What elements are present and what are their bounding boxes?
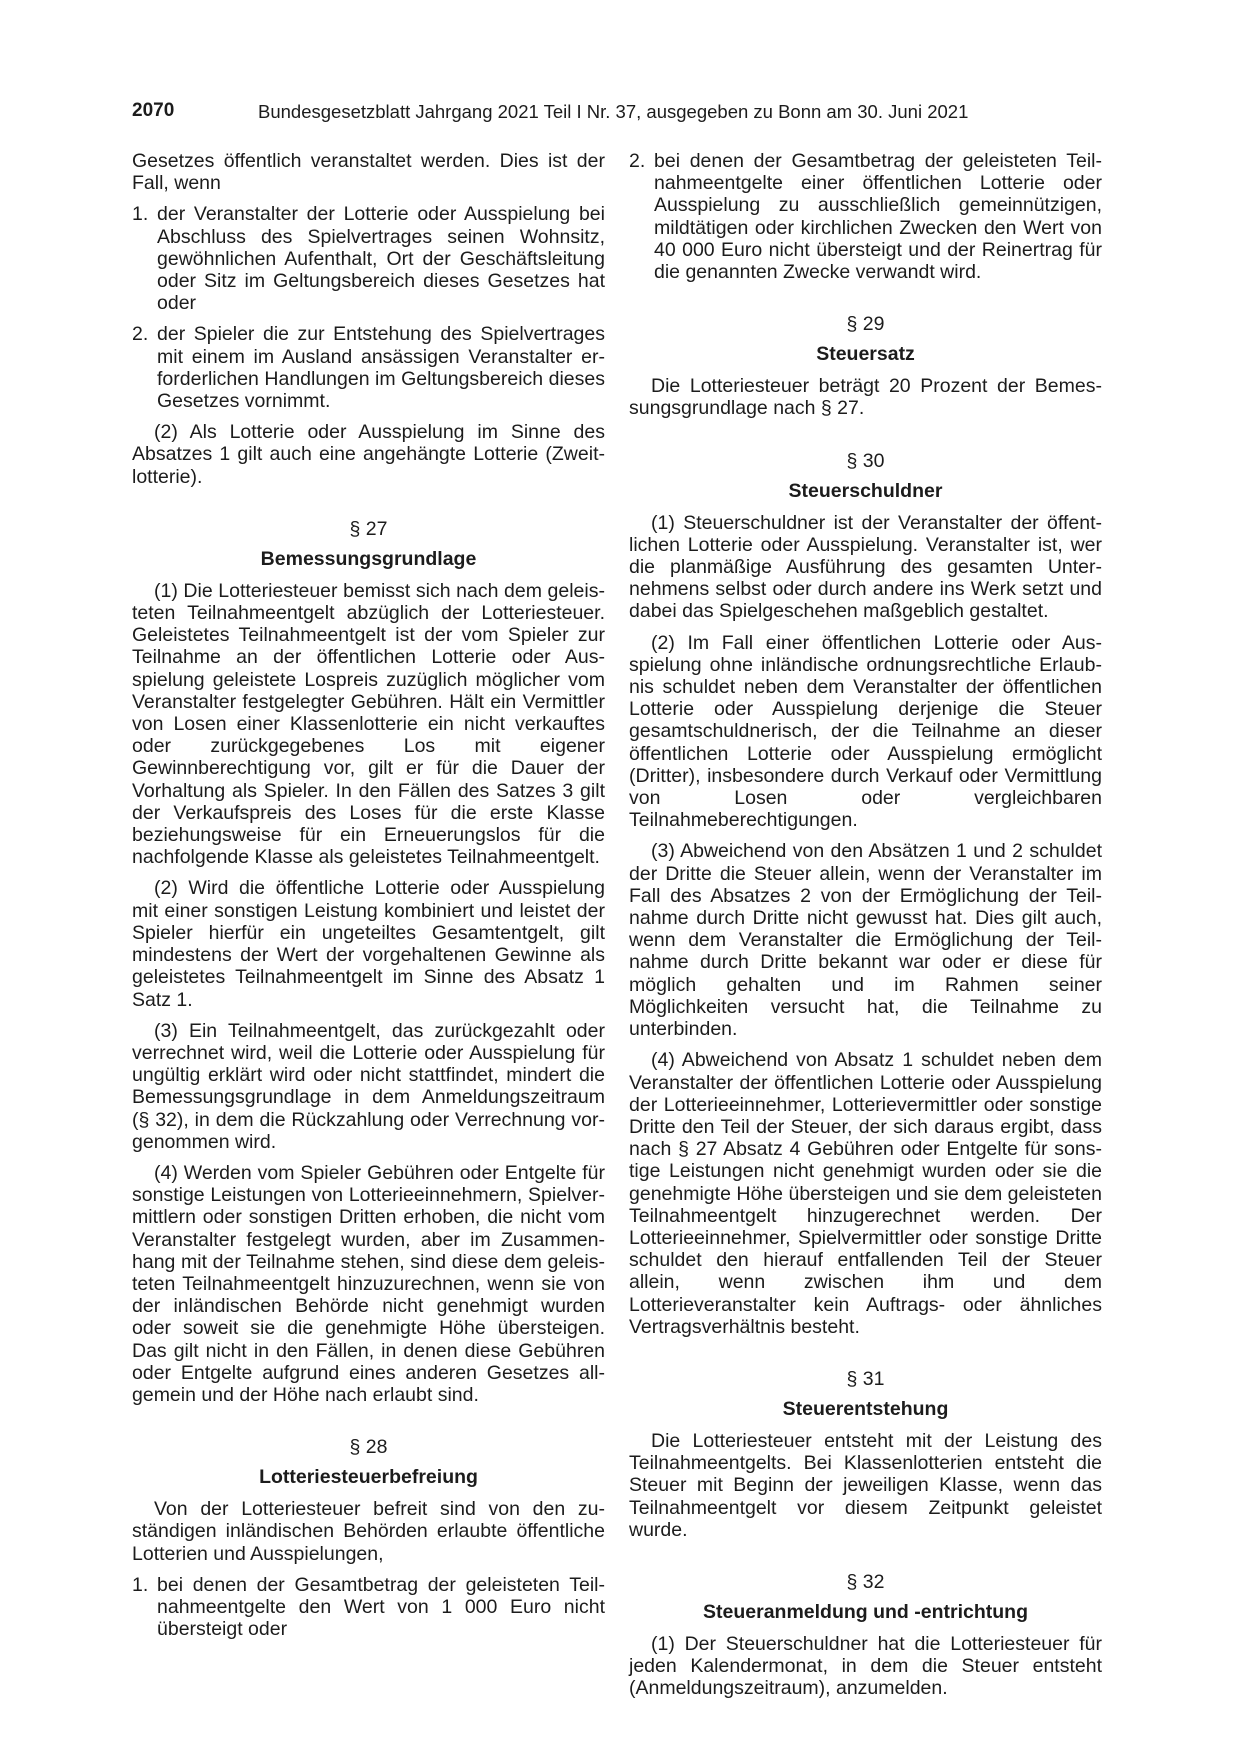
section-title-31: Steuerentstehung [782, 1397, 949, 1420]
list-item [132, 323, 605, 412]
section-title-29: Steuersatz [816, 343, 915, 366]
paragraph: (2) Als Lotterie oder Ausspielung im Sinne des Absatzes 1 gilt auch eine angehängte Lotterie (Zweitlotterie). [132, 421, 605, 488]
paragraph: (1) Steuerschuldner ist der Veranstalter der öffentlichen Lotterie oder Ausspielung. Veranstalter ist, wer die planmäßige Ausführung des gesamten Unternehmens selbst oder durch andere ins Werk setzt und dabei das Spielgeschehen maßgeblich gestaltet. [629, 511, 1102, 623]
list-item-text: bei denen der Gesamtbetrag der geleisteten Teilnahmeentgelte einer öffentlichen Lotterie oder Ausspielung zu ausschließlich gemeinnützigen, mildtätigen oder kirchlichen Zwecken den Wert von 40 000 Euro nicht übersteigt und der Reinertrag für die genannten Zwecke verwandt wird. [654, 150, 1102, 284]
paragraph: Die Lotteriesteuer entsteht mit der Leistung des Teilnahmeentgelts. Bei Klassenlotterien entsteht die Steuer mit Beginn der jeweiligen Klasse, wenn das Teilnahmeentgelt vor diesem Zeitpunkt geleistet wurde. [629, 1429, 1102, 1541]
paragraph: Von der Lotteriesteuer befreit sind von den zuständigen inländischen Behörden erlaubte öffentliche Lotterien und Ausspielungen, [132, 1498, 605, 1565]
gazette-header: Bundesgesetzblatt Jahrgang 2021 Teil I Nr. 37, ausgegeben zu Bonn am 30. Juni 2021 [258, 101, 969, 122]
section-number-29: § 29 [846, 313, 885, 336]
continuation-paragraph: Gesetzes öffentlich veranstaltet werden. Dies ist der Fall, wenn [132, 150, 605, 195]
section-number-27: § 27 [349, 517, 388, 540]
section-title-32: Steueranmeldung und -entrichtung [703, 1600, 1028, 1623]
section-title-30: Steuerschuldner [788, 479, 943, 502]
paragraph: (4) Abweichend von Absatz 1 schuldet neben dem Veranstalter der öffentlichen Lotterie oder Ausspielung der Lotterieeinnehmer, Lotterievermittler oder sonstige Dritte den Teil der Steuer, der sich daraus ergibt, dass nach § 27 Absatz 4 Gebühren oder Entgelte für sonstige Leistungen nicht genehmigt wurden oder sie die genehmigte Höhe übersteigen und sie dem geleisteten Teilnahmeentgelt hinzugerechnet werden. Der Lotterieeinnehmer, Spielvermittler oder sonstige Dritte schuldet den hierauf entfallenden Teil der Steuer allein, wenn zwischen ihm und dem Lotterieveranstalter kein Auftrags- oder ähnliches Vertragsverhältnis besteht. [629, 1049, 1102, 1338]
list-item-number: 1. [132, 1573, 149, 1596]
section-number-31: § 31 [846, 1367, 885, 1390]
list-item-number: 2. [629, 150, 646, 172]
list-item-text: bei denen der Gesamtbetrag der geleisteten Teilnahmeentgelte den Wert von 1 000 Euro nicht übersteigt oder [157, 1573, 605, 1641]
section-number-28: § 28 [349, 1436, 388, 1459]
section-number-30: § 30 [846, 449, 885, 472]
list-item [132, 1574, 605, 1641]
page-number: 2070 [132, 100, 175, 121]
list-item-number: 2. [132, 323, 149, 346]
list-item-number: 1. [132, 203, 149, 226]
list-item [629, 150, 1102, 283]
section-title-28: Lotteriesteuerbefreiung [259, 1466, 478, 1489]
paragraph: (2) Wird die öffentliche Lotterie oder Ausspielung mit einer sonstigen Leistung kombiniert und leistet der Spieler hierfür ein ungeteiltes Gesamtentgelt, gilt mindestens der Wert der vorgehaltenen Gewinne als geleistetes Teilnahmeentgelt im Sinne des Absatz 1 Satz 1. [132, 877, 605, 1011]
paragraph: Die Lotteriesteuer beträgt 20 Prozent der Bemessungsgrundlage nach § 27. [629, 375, 1102, 420]
paragraph: (1) Der Steuerschuldner hat die Lotteriesteuer für jeden Kalendermonat, in dem die Steuer entsteht (Anmeldungszeitraum), anzumelden. [629, 1632, 1102, 1700]
paragraph: (3) Abweichend von den Absätzen 1 und 2 schuldet der Dritte die Steuer allein, wenn der Veranstalter im Fall des Absatzes 2 von der Ermöglichung der Teilnahme durch Dritte nicht gewusst hat. Dies gilt auch, wenn dem Veranstalter die Ermöglichung der Teilnahme durch Dritte bekannt war oder er diese für möglich gehalten und im Rahmen seiner Möglichkeiten versucht hat, die Teilnahme zu unterbinden. [629, 840, 1102, 1041]
list-item [132, 203, 605, 314]
left-column [132, 150, 605, 1649]
paragraph: (4) Werden vom Spieler Gebühren oder Entgelte für sonstige Leistungen von Lotterieeinnehmern, Spielvermittlern oder sonstigen Dritten erhoben, die nicht vom Veranstalter festgelegt wurden, aber im Zusammenhang mit der Teilnahme stehen, sind diese dem geleisteten Teilnahmeentgelt hinzuzurechnen, wenn sie von der inländischen Behörde nicht genehmigt wurden oder soweit sie die genehmigte Höhe übersteigen. Das gilt nicht in den Fällen, in denen diese Gebühren oder Entgelte aufgrund eines anderen Gesetzes allgemein und der Höhe nach erlaubt sind. [132, 1161, 605, 1406]
paragraph: (2) Im Fall einer öffentlichen Lotterie oder Ausspielung ohne inländische ordnungsrechtliche Erlaubnis schuldet neben dem Veranstalter der öffentlichen Lotterie oder Ausspielung derjenige die Steuer gesamtschuldnerisch, der die Teilnahme an dieser öffentlichen Lotterie oder Ausspielung ermöglicht (Dritter), insbesondere durch Verkauf oder Vermittlung von Losen oder vergleichbaren Teilnahmeberechtigungen. [629, 631, 1102, 832]
paragraph: (1) Die Lotteriesteuer bemisst sich nach dem geleisteten Teilnahmeentgelt abzüglich der Lotteriesteuer. Geleistetes Teilnahmeentgelt ist der vom Spieler zur Teilnahme an der öffentlichen Lotterie oder Ausspielung geleistete Lospreis zuzüglich möglicher vom Veranstalter festgelegter Gebühren. Hält ein Vermittler von Losen einer Klassenlotterie ein nicht verkauftes oder zurückgegebenes Los mit eigener Gewinnberechtigung vor, gilt er für die Dauer der Vorhaltung als Spieler. In den Fällen des Satzes 3 gilt der Verkaufspreis des Loses für die erste Klasse beziehungsweise für ein Erneuerungslos für die nachfolgende Klasse als geleistetes Teilnahmeentgelt. [132, 579, 605, 869]
section-number-32: § 32 [846, 1570, 885, 1593]
section-title-27: Bemessungsgrundlage [260, 547, 477, 570]
list-item-text: der Spieler die zur Entstehung des Spielvertrages mit einem im Ausland ansässigen Veranstalter erforderlichen Handlungen im Geltungsbereich dieses Gesetzes vornimmt. [157, 323, 605, 413]
paragraph: (3) Ein Teilnahmeentgelt, das zurückgezahlt oder verrechnet wird, weil die Lotterie oder Ausspielung für ungültig erklärt wird oder nicht stattfindet, mindert die Bemessungsgrundlage in dem Anmeldungszeitraum (§ 32), in dem die Rückzahlung oder Verrechnung vorgenommen wird. [132, 1019, 605, 1153]
right-column [629, 150, 1102, 1709]
list-item-text: der Veranstalter der Lotterie oder Ausspielung bei Abschluss des Spielvertrages seinen Wohnsitz, gewöhnlichen Aufenthalt, Ort der Geschäftsleitung oder Sitz im Geltungsbereich dieses Gesetzes hat oder [157, 203, 605, 315]
